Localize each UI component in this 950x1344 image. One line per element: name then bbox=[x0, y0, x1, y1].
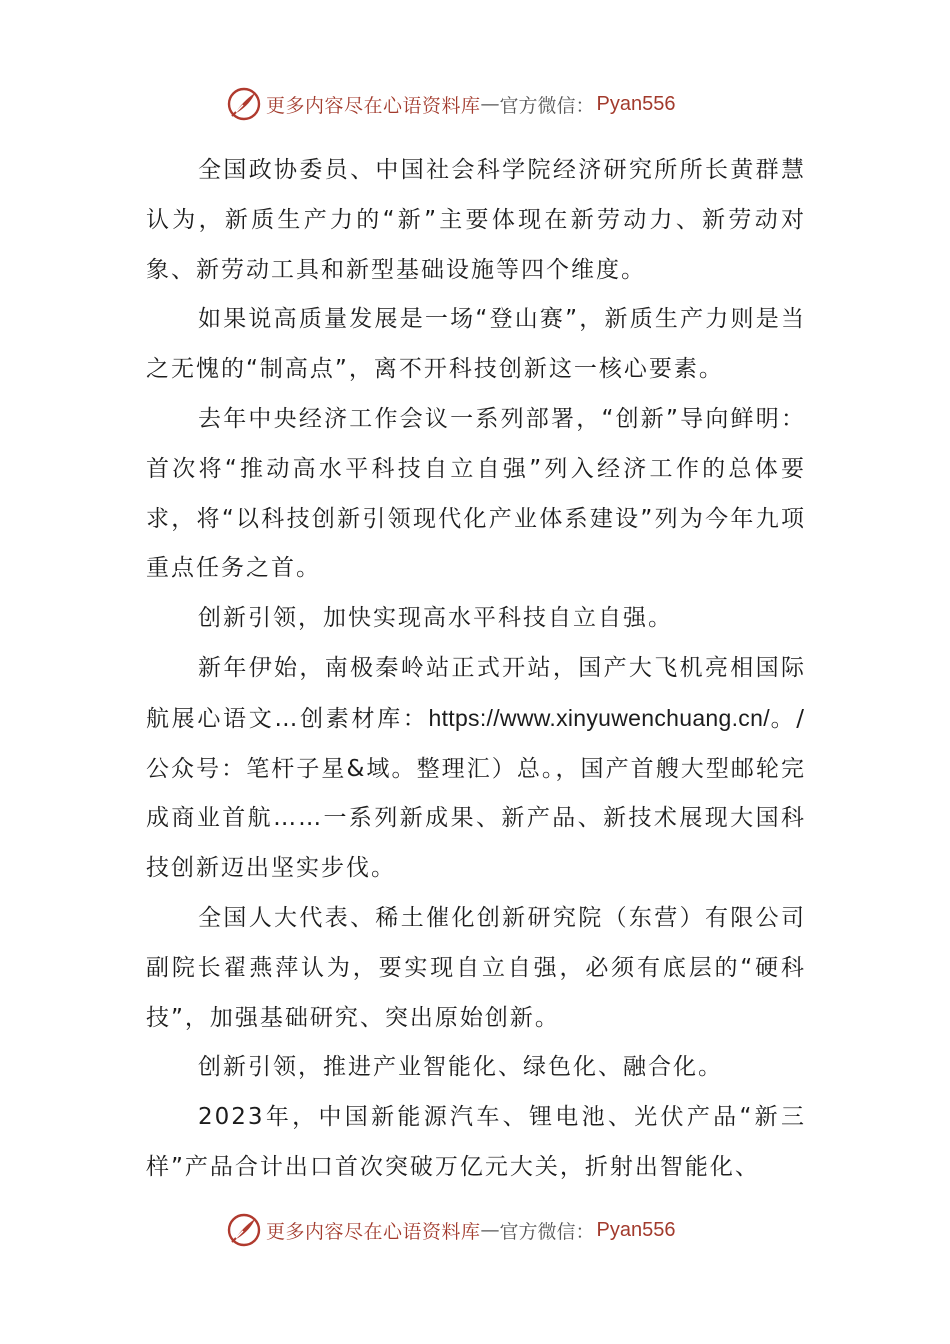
quill-pen-logo-icon bbox=[226, 1212, 262, 1248]
footer-banner bbox=[226, 1210, 676, 1250]
paragraph-text: 新年伊始，南极秦岭站正式开站，国产大飞机亮相国际航展心语文…创素材库： bbox=[146, 654, 806, 732]
banner-dash: — bbox=[480, 93, 500, 115]
paragraph-with-url bbox=[146, 644, 806, 894]
paragraph: 全国政协委员、中国社会科学院经济研究所所长黄群慧认为，新质生产力的“新”主要体现在新劳动力、新劳动对象、新劳动工具和新型基础设施等四个维度。 bbox=[146, 157, 806, 283]
banner-wechat-label: 官方微信： bbox=[499, 94, 595, 117]
paragraph: 全国人大代表、稀土催化创新研究院（东营）有限公司副院长翟燕萍认为，要实现自立自强，必须有底层的“硬科技”，加强基础研究、突出原始创新。 bbox=[146, 904, 806, 1031]
banner-wechat-id: Pyan556 bbox=[596, 1218, 676, 1241]
paragraph-text: 。/公众号：笔杆子星&域。整理汇）总。，国产首艘大型邮轮完成商业首航……一系列新成果、新产品、新技术展现大国科技创新迈出坚实步伐。 bbox=[146, 705, 807, 882]
paragraph: 创新引领，推进产业智能化、绿色化、融合化。 bbox=[198, 1054, 723, 1081]
header-banner bbox=[226, 84, 676, 124]
paragraph: 2023年，中国新能源汽车、锂电池、光伏产品“新三样”产品合计出口首次突破万亿元大关，折射出智能化、 bbox=[146, 1104, 806, 1180]
banner-wechat-label: 官方微信： bbox=[499, 1220, 595, 1243]
paragraph: 去年中央经济工作会议一系列部署，“创新”导向鲜明：首次将“推动高水平科技自立自强”列入经济工作的总体要求，将“以科技创新引领现代化产业体系建设”列为今年九项重点任务之首。 bbox=[146, 405, 806, 582]
paragraph: 创新引领，加快实现高水平科技自立自强。 bbox=[198, 605, 673, 632]
banner-dash: — bbox=[480, 1219, 500, 1241]
paragraph: 如果说高质量发展是一场“登山赛”，新质生产力则是当之无愧的“制高点”，离不开科技创新这一核心要素。 bbox=[146, 306, 806, 383]
inline-url: https://www.xinyuwenchuang.cn/ bbox=[428, 704, 770, 731]
banner-wechat-id: Pyan556 bbox=[596, 92, 676, 115]
quill-pen-logo-icon bbox=[226, 86, 262, 122]
banner-slogan: 更多内容尽在心语资料库 bbox=[266, 1220, 481, 1243]
banner-slogan: 更多内容尽在心语资料库 bbox=[266, 94, 481, 117]
document-body bbox=[146, 146, 806, 1193]
